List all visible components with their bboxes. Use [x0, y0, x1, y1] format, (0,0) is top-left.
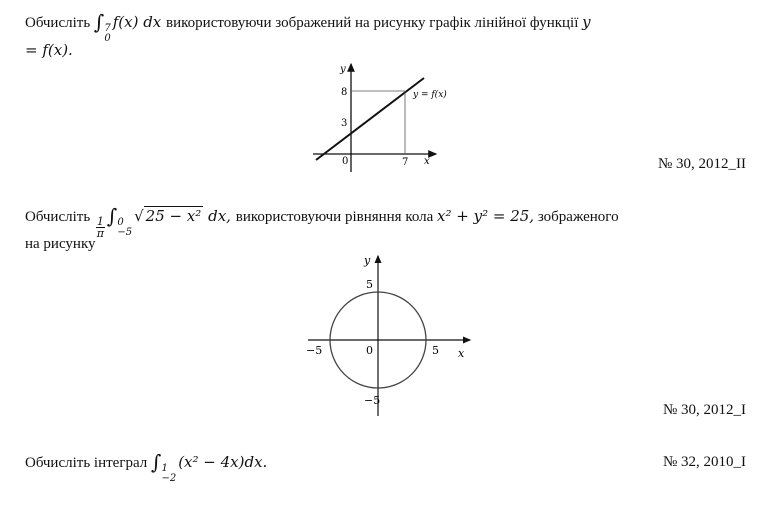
- integrand: f(x) dx: [112, 13, 162, 31]
- y-tick-3: 3: [341, 118, 348, 129]
- problem-2-text: використовуючи рівняння кола: [235, 209, 434, 225]
- problem-3-integral: [151, 450, 268, 484]
- lower-limit: 0: [104, 33, 111, 44]
- upper-limit: 0: [117, 217, 124, 228]
- y-tick-8: 8: [341, 87, 348, 98]
- circle-graph: [298, 248, 488, 418]
- upper-limit: 1: [161, 463, 168, 474]
- linear-function-graph: [308, 60, 468, 180]
- function-line: [316, 78, 424, 160]
- problem-2-reference: № 30, 2012_І: [662, 402, 746, 418]
- y-tick-neg: −5: [364, 394, 381, 407]
- integral-sign: ∫: [106, 204, 118, 228]
- integral-sign: ∫: [93, 10, 105, 34]
- y-axis-label: y: [364, 254, 371, 267]
- x-tick-neg: −5: [306, 344, 323, 357]
- problem-1-reference: № 30, 2012_ІІ: [657, 156, 746, 172]
- circle-equation: x² + y² = 25,: [437, 207, 535, 225]
- line-label: y = f(x): [413, 90, 447, 100]
- x-tick-pos: 5: [432, 344, 439, 357]
- problem-1-integral: [93, 10, 166, 44]
- x-tick-7: 7: [402, 157, 409, 168]
- problem-1-var: y: [582, 13, 591, 31]
- fraction-denominator: π: [96, 227, 105, 240]
- integral-sign: ∫: [151, 450, 162, 474]
- problem-2-prefix: Обчисліть: [25, 209, 91, 225]
- lower-limit: −5: [117, 227, 133, 238]
- origin-label: 0: [342, 156, 349, 167]
- origin-label: 0: [366, 344, 373, 357]
- problem-1-text: використовуючи зображений на рисунку графік лінійної функції: [166, 15, 579, 31]
- problem-2-integral: $\frac{1}{\pi}$ ∫ 0 −5 √ 25 − x² dx,: [96, 204, 231, 240]
- problem-1-line-1: [25, 12, 591, 44]
- sqrt-body: 25 − x²: [145, 207, 202, 225]
- lower-limit: −2: [161, 473, 177, 484]
- y-axis-label: y: [340, 64, 346, 75]
- differential: dx,: [208, 207, 231, 225]
- x-axis-label: x: [424, 156, 430, 167]
- problem-3-prefix: Обчисліть інтеграл: [25, 455, 148, 471]
- problem-2-line-2: на рисунку: [25, 236, 96, 252]
- problem-2-text-end: зображеного: [537, 209, 619, 225]
- x-axis-label: x: [458, 347, 465, 360]
- fraction-numerator: 1: [96, 215, 104, 228]
- problem-1-prefix: Обчисліть: [25, 15, 91, 31]
- problem-3-line: [25, 452, 267, 484]
- problem-2-line-1: [25, 206, 619, 239]
- y-tick-pos: 5: [366, 278, 373, 291]
- upper-limit: 7: [104, 23, 111, 34]
- integrand: (x² − 4x)dx.: [178, 453, 268, 471]
- problem-3-reference: № 32, 2010_І: [662, 454, 746, 470]
- problem-1-line-2: = f(x).: [25, 41, 73, 59]
